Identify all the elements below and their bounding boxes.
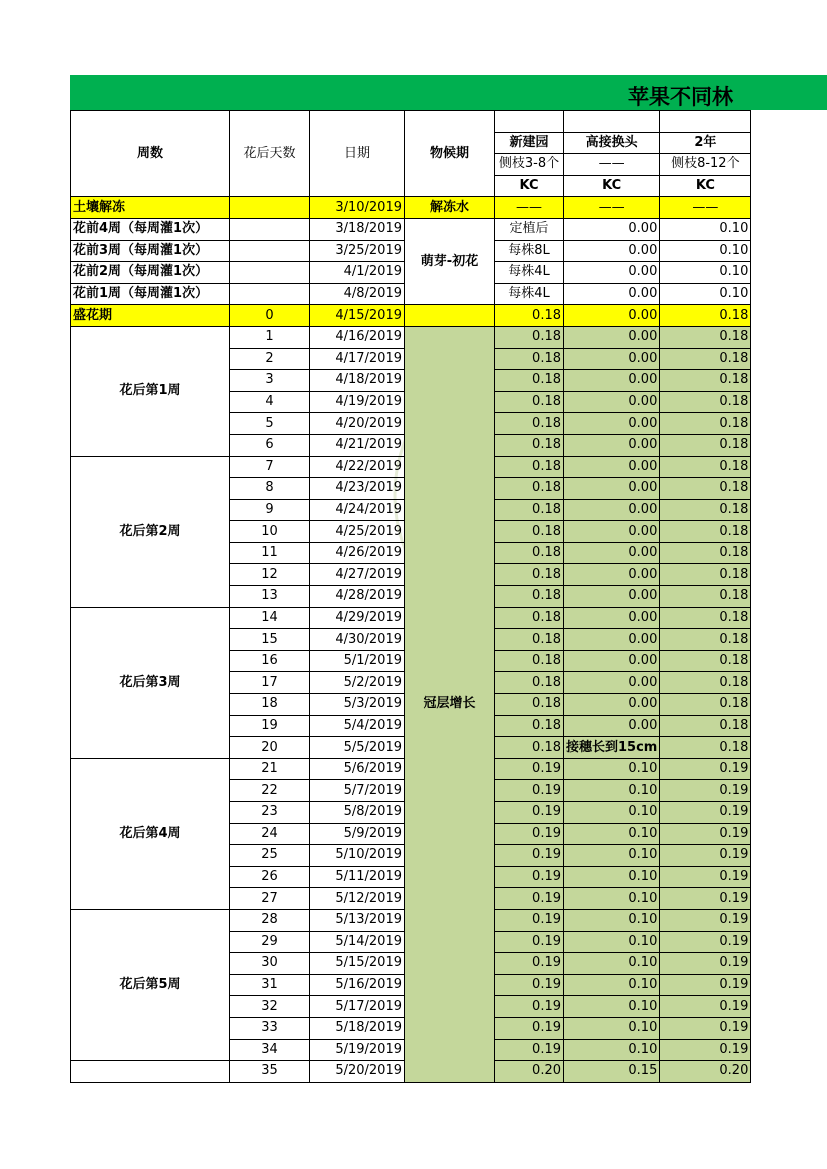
- pre-phen: 萌芽-初花: [405, 218, 495, 304]
- pre-day: [230, 240, 310, 262]
- kc-val-0: 0.18: [495, 434, 564, 456]
- date-cell: 4/27/2019: [310, 564, 405, 586]
- kc-val-0: 0.18: [495, 413, 564, 435]
- day-cell: 34: [230, 1039, 310, 1061]
- day-cell: 12: [230, 564, 310, 586]
- kc-val-2: 0.18: [660, 348, 751, 370]
- kc-val-1: 0.10: [564, 974, 660, 996]
- kc-val-2: 0.18: [660, 694, 751, 716]
- kc-val-1: 0.00: [564, 478, 660, 500]
- header-phenology: 物候期: [405, 111, 495, 197]
- pre-val-2: 0.00: [564, 240, 660, 262]
- kc-val-2: 0.18: [660, 586, 751, 608]
- date-cell: 5/18/2019: [310, 1017, 405, 1039]
- pre-label: 花前1周（每周灌1次）: [71, 283, 230, 305]
- pre-val-3: 0.10: [660, 283, 751, 305]
- thaw-val-0: ——: [495, 197, 564, 219]
- bloom-row: [71, 305, 751, 327]
- kc-val-2: 0.19: [660, 888, 751, 910]
- kc-val-0: 0.18: [495, 542, 564, 564]
- bloom-day: 0: [230, 305, 310, 327]
- table-row: [71, 326, 751, 348]
- kc-val-1: 0.00: [564, 326, 660, 348]
- date-cell: 4/30/2019: [310, 629, 405, 651]
- header-col-mid-2: 侧枝8-12个: [660, 154, 751, 176]
- week-label: 花后第5周: [71, 909, 230, 1060]
- kc-val-0: 0.19: [495, 931, 564, 953]
- kc-val-0: 0.18: [495, 650, 564, 672]
- kc-val-0: 0.18: [495, 629, 564, 651]
- pre-row: [71, 218, 751, 240]
- kc-val-0: 0.18: [495, 521, 564, 543]
- thaw-day: [230, 197, 310, 219]
- kc-val-0: 0.19: [495, 802, 564, 824]
- kc-val-1: 0.00: [564, 521, 660, 543]
- header-col-unit-2: KC: [660, 175, 751, 197]
- day-cell: 3: [230, 370, 310, 392]
- day-cell: 31: [230, 974, 310, 996]
- pre-val-2: 0.00: [564, 283, 660, 305]
- kc-val-2: 0.18: [660, 456, 751, 478]
- day-cell: 27: [230, 888, 310, 910]
- kc-val-1: 0.00: [564, 413, 660, 435]
- pre-date: 4/1/2019: [310, 262, 405, 284]
- day-cell: 19: [230, 715, 310, 737]
- kc-val-1: 0.10: [564, 823, 660, 845]
- kc-val-2: 0.19: [660, 953, 751, 975]
- kc-val-2: 0.18: [660, 607, 751, 629]
- day-cell: 18: [230, 694, 310, 716]
- date-cell: 5/19/2019: [310, 1039, 405, 1061]
- day-cell: 7: [230, 456, 310, 478]
- pre-val-2: 0.00: [564, 262, 660, 284]
- kc-val-2: 0.18: [660, 650, 751, 672]
- kc-val-1: 0.10: [564, 931, 660, 953]
- pre-label: 花前3周（每周灌1次）: [71, 240, 230, 262]
- date-cell: 5/14/2019: [310, 931, 405, 953]
- kc-val-0: 0.18: [495, 478, 564, 500]
- day-cell: 2: [230, 348, 310, 370]
- thaw-row: [71, 197, 751, 219]
- kc-val-0: 0.19: [495, 1017, 564, 1039]
- date-cell: 4/23/2019: [310, 478, 405, 500]
- day-cell: 35: [230, 1061, 310, 1083]
- day-cell: 33: [230, 1017, 310, 1039]
- date-cell: 5/5/2019: [310, 737, 405, 759]
- kc-val-1: 0.00: [564, 672, 660, 694]
- date-cell: 4/18/2019: [310, 370, 405, 392]
- header-blank-2: [660, 111, 751, 133]
- kc-val-1: 0.10: [564, 888, 660, 910]
- date-cell: 5/16/2019: [310, 974, 405, 996]
- header-col-top-0: 新建园: [495, 132, 564, 154]
- date-cell: 4/24/2019: [310, 499, 405, 521]
- kc-val-1: 0.10: [564, 909, 660, 931]
- week-label: 花后第2周: [71, 456, 230, 607]
- date-cell: 5/17/2019: [310, 996, 405, 1018]
- kc-val-1: 0.10: [564, 953, 660, 975]
- thaw-date: 3/10/2019: [310, 197, 405, 219]
- day-cell: 25: [230, 845, 310, 867]
- kc-val-2: 0.19: [660, 1039, 751, 1061]
- kc-val-0: 0.19: [495, 888, 564, 910]
- pre-val-2: 0.00: [564, 218, 660, 240]
- date-cell: 4/16/2019: [310, 326, 405, 348]
- kc-val-1: 0.10: [564, 996, 660, 1018]
- date-cell: 4/21/2019: [310, 434, 405, 456]
- kc-val-1: 接穗长到15cm: [564, 737, 660, 759]
- kc-val-1: 0.00: [564, 694, 660, 716]
- header-col-mid-1: ——: [564, 154, 660, 176]
- kc-val-1: 0.00: [564, 456, 660, 478]
- kc-val-2: 0.19: [660, 996, 751, 1018]
- header-row: [71, 111, 751, 133]
- pre-val-3: 0.10: [660, 218, 751, 240]
- growth-phen: 冠层增长: [405, 326, 495, 1082]
- day-cell: 17: [230, 672, 310, 694]
- kc-val-1: 0.00: [564, 499, 660, 521]
- date-cell: 4/28/2019: [310, 586, 405, 608]
- kc-val-1: 0.10: [564, 1017, 660, 1039]
- kc-val-0: 0.19: [495, 758, 564, 780]
- date-cell: 5/12/2019: [310, 888, 405, 910]
- kc-val-2: 0.19: [660, 909, 751, 931]
- kc-val-2: 0.18: [660, 499, 751, 521]
- kc-val-2: 0.20: [660, 1061, 751, 1083]
- thaw-phen: 解冻水: [405, 197, 495, 219]
- kc-val-2: 0.18: [660, 326, 751, 348]
- kc-val-1: 0.00: [564, 715, 660, 737]
- kc-val-1: 0.00: [564, 348, 660, 370]
- day-cell: 28: [230, 909, 310, 931]
- header-col-unit-0: KC: [495, 175, 564, 197]
- kc-val-0: 0.19: [495, 953, 564, 975]
- pre-date: 3/25/2019: [310, 240, 405, 262]
- day-cell: 32: [230, 996, 310, 1018]
- day-cell: 10: [230, 521, 310, 543]
- date-cell: 5/13/2019: [310, 909, 405, 931]
- pre-date: 3/18/2019: [310, 218, 405, 240]
- kc-val-2: 0.18: [660, 434, 751, 456]
- kc-val-2: 0.18: [660, 629, 751, 651]
- pre-val-1: 每株8L: [495, 240, 564, 262]
- date-cell: 5/7/2019: [310, 780, 405, 802]
- week-label: 花后第1周: [71, 326, 230, 456]
- day-cell: 1: [230, 326, 310, 348]
- week-label: [71, 1061, 230, 1083]
- kc-val-2: 0.19: [660, 845, 751, 867]
- pre-label: 花前4周（每周灌1次）: [71, 218, 230, 240]
- header-days-after: 花后天数: [230, 111, 310, 197]
- date-cell: 4/19/2019: [310, 391, 405, 413]
- thaw-val-2: ——: [660, 197, 751, 219]
- pre-day: [230, 262, 310, 284]
- pre-day: [230, 218, 310, 240]
- header-col-top-2: 2年: [660, 132, 751, 154]
- day-cell: 26: [230, 866, 310, 888]
- bloom-date: 4/15/2019: [310, 305, 405, 327]
- kc-val-2: 0.19: [660, 974, 751, 996]
- date-cell: 4/22/2019: [310, 456, 405, 478]
- thaw-val-1: ——: [564, 197, 660, 219]
- kc-val-2: 0.18: [660, 737, 751, 759]
- kc-val-1: 0.00: [564, 629, 660, 651]
- pre-val-1: 每株4L: [495, 283, 564, 305]
- kc-val-1: 0.15: [564, 1061, 660, 1083]
- day-cell: 21: [230, 758, 310, 780]
- date-cell: 5/9/2019: [310, 823, 405, 845]
- kc-val-0: 0.18: [495, 694, 564, 716]
- kc-val-1: 0.00: [564, 650, 660, 672]
- kc-val-1: 0.10: [564, 758, 660, 780]
- header-blank-1: [564, 111, 660, 133]
- date-cell: 5/2/2019: [310, 672, 405, 694]
- kc-val-1: 0.00: [564, 370, 660, 392]
- kc-val-2: 0.18: [660, 478, 751, 500]
- kc-val-2: 0.18: [660, 542, 751, 564]
- page-title: 苹果不同林: [628, 85, 733, 109]
- kc-val-0: 0.20: [495, 1061, 564, 1083]
- kc-val-1: 0.00: [564, 391, 660, 413]
- day-cell: 16: [230, 650, 310, 672]
- kc-val-0: 0.19: [495, 823, 564, 845]
- kc-val-0: 0.18: [495, 326, 564, 348]
- kc-val-2: 0.19: [660, 931, 751, 953]
- date-cell: 5/11/2019: [310, 866, 405, 888]
- header-col-unit-1: KC: [564, 175, 660, 197]
- pre-val-1: 定植后: [495, 218, 564, 240]
- bloom-val-1: 0.00: [564, 305, 660, 327]
- date-cell: 4/25/2019: [310, 521, 405, 543]
- kc-table: [70, 110, 751, 1083]
- pre-date: 4/8/2019: [310, 283, 405, 305]
- day-cell: 15: [230, 629, 310, 651]
- date-cell: 5/8/2019: [310, 802, 405, 824]
- kc-val-2: 0.18: [660, 672, 751, 694]
- date-cell: 4/20/2019: [310, 413, 405, 435]
- kc-val-0: 0.19: [495, 780, 564, 802]
- bloom-val-0: 0.18: [495, 305, 564, 327]
- kc-val-0: 0.18: [495, 672, 564, 694]
- day-cell: 22: [230, 780, 310, 802]
- bloom-val-2: 0.18: [660, 305, 751, 327]
- day-cell: 20: [230, 737, 310, 759]
- kc-val-0: 0.18: [495, 456, 564, 478]
- kc-val-2: 0.19: [660, 866, 751, 888]
- day-cell: 13: [230, 586, 310, 608]
- kc-val-2: 0.18: [660, 521, 751, 543]
- kc-val-1: 0.10: [564, 780, 660, 802]
- bloom-label: 盛花期: [71, 305, 230, 327]
- date-cell: 5/10/2019: [310, 845, 405, 867]
- kc-val-1: 0.00: [564, 434, 660, 456]
- date-cell: 5/3/2019: [310, 694, 405, 716]
- day-cell: 8: [230, 478, 310, 500]
- pre-val-3: 0.10: [660, 240, 751, 262]
- kc-val-1: 0.00: [564, 586, 660, 608]
- kc-val-0: 0.18: [495, 391, 564, 413]
- kc-val-1: 0.10: [564, 802, 660, 824]
- kc-val-0: 0.18: [495, 586, 564, 608]
- header-blank-0: [495, 111, 564, 133]
- kc-val-0: 0.18: [495, 737, 564, 759]
- kc-val-2: 0.19: [660, 823, 751, 845]
- kc-val-0: 0.18: [495, 499, 564, 521]
- week-label: 花后第3周: [71, 607, 230, 758]
- day-cell: 24: [230, 823, 310, 845]
- day-cell: 29: [230, 931, 310, 953]
- kc-val-0: 0.18: [495, 348, 564, 370]
- date-cell: 4/17/2019: [310, 348, 405, 370]
- date-cell: 5/4/2019: [310, 715, 405, 737]
- kc-val-0: 0.19: [495, 996, 564, 1018]
- kc-val-0: 0.19: [495, 866, 564, 888]
- kc-val-1: 0.10: [564, 866, 660, 888]
- date-cell: 5/6/2019: [310, 758, 405, 780]
- kc-val-2: 0.19: [660, 758, 751, 780]
- kc-val-0: 0.19: [495, 909, 564, 931]
- thaw-label: 土壤解冻: [71, 197, 230, 219]
- kc-val-0: 0.18: [495, 607, 564, 629]
- day-cell: 9: [230, 499, 310, 521]
- kc-val-0: 0.18: [495, 715, 564, 737]
- kc-val-2: 0.18: [660, 370, 751, 392]
- kc-val-1: 0.00: [564, 607, 660, 629]
- day-cell: 4: [230, 391, 310, 413]
- pre-label: 花前2周（每周灌1次）: [71, 262, 230, 284]
- date-cell: 4/26/2019: [310, 542, 405, 564]
- pre-val-1: 每株4L: [495, 262, 564, 284]
- day-cell: 5: [230, 413, 310, 435]
- header-week: 周数: [71, 111, 230, 197]
- kc-val-0: 0.18: [495, 564, 564, 586]
- day-cell: 11: [230, 542, 310, 564]
- day-cell: 14: [230, 607, 310, 629]
- week-label: 花后第4周: [71, 758, 230, 909]
- bloom-phen: [405, 305, 495, 327]
- kc-val-2: 0.18: [660, 391, 751, 413]
- pre-val-3: 0.10: [660, 262, 751, 284]
- kc-val-1: 0.10: [564, 1039, 660, 1061]
- date-cell: 5/15/2019: [310, 953, 405, 975]
- day-cell: 30: [230, 953, 310, 975]
- header-date: 日期: [310, 111, 405, 197]
- kc-val-0: 0.18: [495, 370, 564, 392]
- header-col-mid-0: 侧枝3-8个: [495, 154, 564, 176]
- kc-val-2: 0.19: [660, 802, 751, 824]
- day-cell: 6: [230, 434, 310, 456]
- kc-val-2: 0.18: [660, 715, 751, 737]
- day-cell: 23: [230, 802, 310, 824]
- kc-val-2: 0.19: [660, 780, 751, 802]
- kc-val-1: 0.00: [564, 564, 660, 586]
- kc-val-1: 0.00: [564, 542, 660, 564]
- date-cell: 4/29/2019: [310, 607, 405, 629]
- kc-val-2: 0.18: [660, 413, 751, 435]
- kc-val-0: 0.19: [495, 974, 564, 996]
- pre-day: [230, 283, 310, 305]
- date-cell: 5/20/2019: [310, 1061, 405, 1083]
- kc-val-1: 0.10: [564, 845, 660, 867]
- kc-val-2: 0.18: [660, 564, 751, 586]
- header-col-top-1: 高接换头: [564, 132, 660, 154]
- kc-val-0: 0.19: [495, 1039, 564, 1061]
- kc-val-2: 0.19: [660, 1017, 751, 1039]
- date-cell: 5/1/2019: [310, 650, 405, 672]
- kc-val-0: 0.19: [495, 845, 564, 867]
